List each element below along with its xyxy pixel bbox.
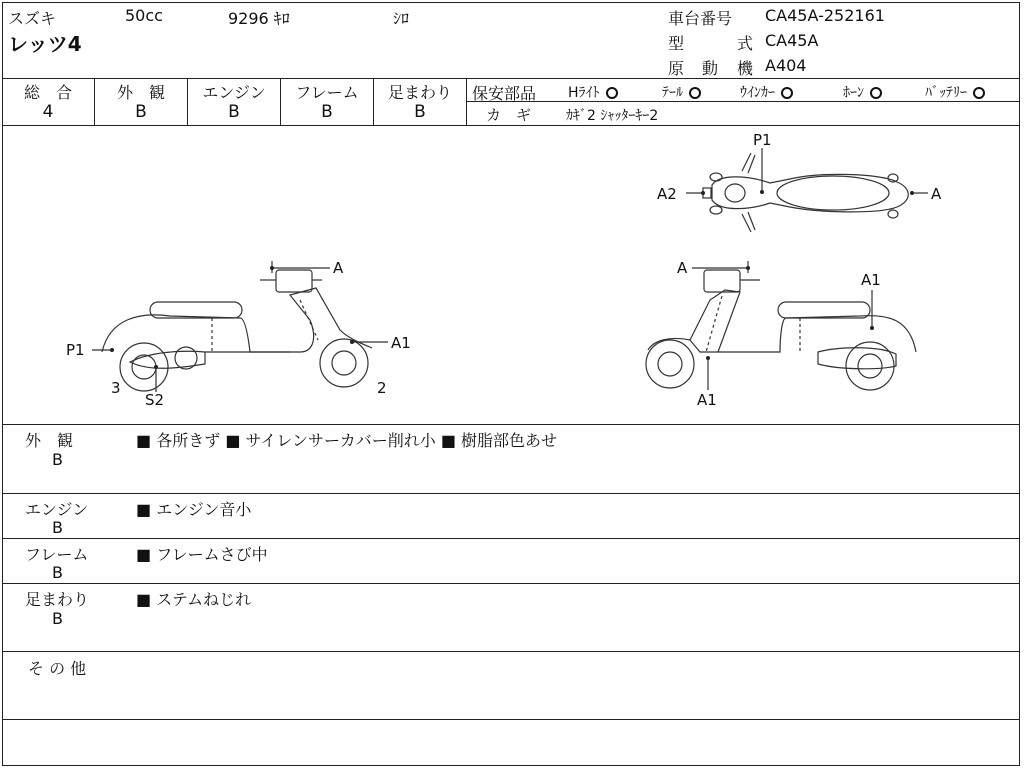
mark-left-p1: P1 bbox=[66, 341, 85, 359]
remark-exterior-grade: B bbox=[52, 450, 63, 469]
divider bbox=[2, 719, 1020, 720]
bullet-icon bbox=[225, 431, 240, 450]
mark-left-a: A bbox=[333, 259, 344, 277]
safety-item-tail: ﾃｰﾙ bbox=[662, 82, 701, 102]
safety-item-battery: ﾊﾞｯﾃﾘｰ bbox=[925, 82, 985, 102]
ok-circle-icon bbox=[973, 87, 985, 99]
mark-left-2: 2 bbox=[377, 379, 387, 397]
grade-frame-label: フレーム bbox=[295, 83, 359, 102]
remark-suspension-label: 足まわり bbox=[25, 590, 90, 609]
bullet-icon bbox=[136, 500, 151, 519]
grade-suspension-label: 足まわり bbox=[387, 83, 452, 102]
scooter-top-view bbox=[703, 153, 908, 232]
mark-left-a1: A1 bbox=[391, 334, 411, 352]
grade-engine-label: エンジン bbox=[202, 83, 266, 102]
divider bbox=[2, 78, 1020, 79]
remark-suspension-grade: B bbox=[52, 609, 63, 628]
safety-item-horn: ﾎｰﾝ bbox=[843, 82, 882, 102]
engine-label-1: 原 bbox=[668, 59, 685, 78]
remark-engine-grade: B bbox=[52, 518, 63, 537]
mark-right-a1-bottom: A1 bbox=[697, 391, 717, 409]
model-name: レッツ4 bbox=[8, 32, 82, 56]
engine-label-3: 機 bbox=[737, 59, 754, 78]
remark-other-label: そ の 他 bbox=[28, 659, 87, 678]
divider bbox=[2, 538, 1020, 539]
divider bbox=[2, 651, 1020, 652]
divider bbox=[2, 424, 1020, 425]
remark-engine-label: エンジン bbox=[25, 500, 89, 519]
safety-item-winker: ｳｲﾝｶｰ bbox=[740, 82, 793, 102]
bullet-icon bbox=[441, 431, 456, 450]
mark-top-p1: P1 bbox=[753, 131, 772, 149]
type-value: CA45A bbox=[765, 31, 819, 50]
scooter-left-view bbox=[102, 261, 372, 391]
engine-label-2: 動 bbox=[702, 59, 719, 78]
ok-circle-icon bbox=[781, 87, 793, 99]
ok-circle-icon bbox=[606, 87, 618, 99]
engine-value: A404 bbox=[765, 56, 807, 75]
mark-left-3: 3 bbox=[111, 379, 121, 397]
key-value: ｶｷﾞ2 ｼｬｯﾀｰｷｰ2 bbox=[566, 108, 659, 124]
ok-circle-icon bbox=[689, 87, 701, 99]
bullet-icon bbox=[136, 545, 151, 564]
mark-right-a1-top: A1 bbox=[861, 271, 881, 289]
mark-left-s2: S2 bbox=[145, 391, 165, 409]
color: ｼﾛ bbox=[393, 9, 410, 28]
remark-frame-label: フレーム bbox=[25, 545, 89, 564]
remark-frame-grade: B bbox=[52, 563, 63, 582]
mark-top-a2: A2 bbox=[657, 185, 677, 203]
callout-leaders bbox=[92, 148, 928, 392]
remark-suspension-notes: ■ ステムねじれ bbox=[136, 587, 251, 610]
mark-top-a: A bbox=[931, 185, 942, 203]
type-label-2: 式 bbox=[737, 34, 754, 53]
remark-exterior-label: 外 観 bbox=[25, 431, 74, 450]
grade-exterior-value: B bbox=[135, 102, 147, 122]
grade-exterior-label: 外 観 bbox=[116, 83, 165, 102]
grade-total-label: 総 合 bbox=[23, 83, 72, 102]
key-label: カ ギ bbox=[486, 106, 532, 124]
bullet-icon bbox=[136, 431, 151, 450]
grade-engine-value: B bbox=[228, 102, 240, 122]
mileage: 9296 ｷﾛ bbox=[228, 9, 290, 28]
frame-no: CA45A-252161 bbox=[765, 6, 885, 25]
frame-no-label: 車台番号 bbox=[668, 9, 733, 28]
remark-exterior-notes: ■ 各所きず ■ サイレンサーカバー削れ小 ■ 樹脂部色あせ bbox=[136, 428, 557, 451]
bullet-icon bbox=[136, 590, 151, 609]
maker: スズキ bbox=[8, 9, 57, 28]
type-label-1: 型 bbox=[668, 34, 685, 53]
remark-engine-notes: ■ エンジン音小 bbox=[136, 497, 251, 520]
ok-circle-icon bbox=[870, 87, 882, 99]
divider bbox=[2, 583, 1020, 584]
displacement: 50cc bbox=[125, 6, 163, 25]
remark-frame-notes: ■ フレームさび中 bbox=[136, 542, 268, 565]
grade-suspension-value: B bbox=[414, 102, 426, 122]
grade-frame-value: B bbox=[321, 102, 333, 122]
grade-total-value: 4 bbox=[42, 102, 54, 122]
safety-label: 保安部品 bbox=[472, 84, 537, 103]
mark-right-a: A bbox=[677, 259, 688, 277]
divider bbox=[2, 493, 1020, 494]
safety-item-headlight: Hﾗｲﾄ bbox=[568, 82, 618, 102]
